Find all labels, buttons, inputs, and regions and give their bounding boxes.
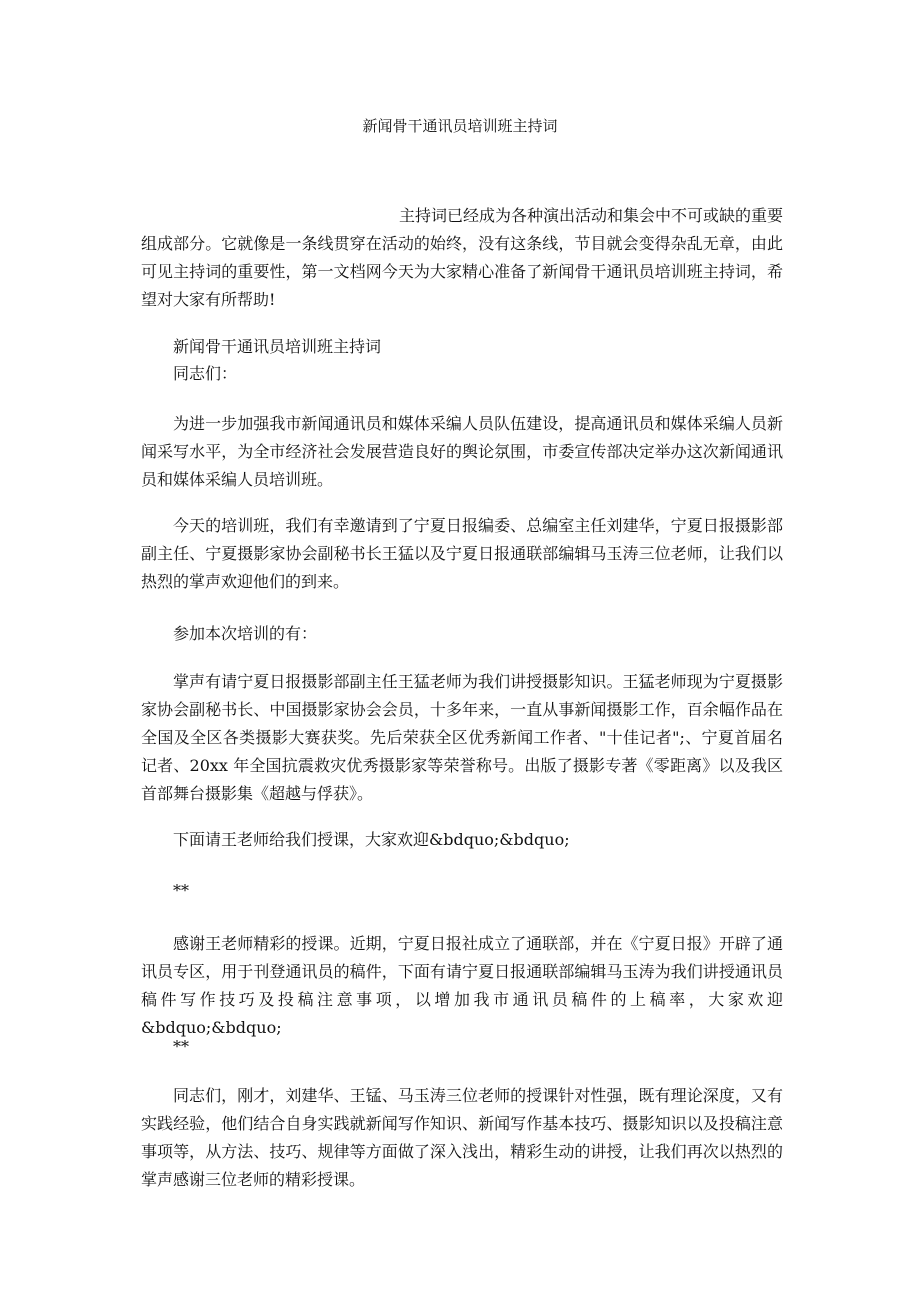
paragraph-6: 感谢王老师精彩的授课。近期，宁夏日报社成立了通联部，并在《宁夏日报》开辟了通讯员专区，用于刊登通讯员的稿件，下面有请宁夏日报通联部编辑马玉涛为我们讲授通讯员稿件写作技巧及投稿注意事项，以增加我市通讯员稿件的上稿率，大家欢迎&bdquo;&bdquo; bbox=[141, 934, 783, 1037]
intro-paragraph: 主持词已经成为各种演出活动和集会中不可或缺的重要组成部分。它就像是一条线贯穿在活动的始终，没有这条线，节目就会变得杂乱无章，由此可见主持词的重要性，第一文档网今天为大家精心准备了新闻骨干通讯员培训班主持词，希望对大家有所帮助! bbox=[141, 206, 784, 309]
paragraph-3: 参加本次培训的有： bbox=[173, 624, 318, 643]
greeting: 同志们： bbox=[173, 364, 238, 383]
subtitle: 新闻骨干通讯员培训班主持词 bbox=[173, 337, 382, 356]
paragraph-2: 今天的培训班，我们有幸邀请到了宁夏日报编委、总编室主任刘建华，宁夏日报摄影部副主任、宁夏摄影家协会副秘书长王猛以及宁夏日报通联部编辑马玉涛三位老师，让我们以热烈的掌声欢迎他们的到来。 bbox=[141, 516, 783, 591]
separator-1: ** bbox=[173, 881, 189, 900]
paragraph-4: 掌声有请宁夏日报摄影部副主任王猛老师为我们讲授摄影知识。王猛老师现为宁夏摄影家协会副秘书长、中国摄影家协会会员，十多年来，一直从事新闻摄影工作，百余幅作品在全国及全区各类摄影大赛获奖。先后荣获全区优秀新闻工作者、"十佳记者";、宁夏首届名记者、20xx 年全国抗震救灾优秀摄影家等荣誉称号。出版了摄影专著《零距离》以及我区首部舞台摄影集《超越与俘获》。 bbox=[141, 672, 783, 803]
separator-2: ** bbox=[173, 1037, 189, 1056]
document-title: 新闻骨干通讯员培训班主持词 bbox=[362, 117, 558, 135]
paragraph-5: 下面请王老师给我们授课，大家欢迎&bdquo;&bdquo; bbox=[173, 830, 570, 849]
paragraph-1: 为进一步加强我市新闻通讯员和媒体采编人员队伍建设，提高通讯员和媒体采编人员新闻采写水平，为全市经济社会发展营造良好的舆论氛围，市委宣传部决定举办这次新闻通讯员和媒体采编人员培训班。 bbox=[141, 414, 783, 489]
paragraph-7: 同志们，刚才，刘建华、王锰、马玉涛三位老师的授课针对性强，既有理论深度，又有实践经验，他们结合自身实践就新闻写作知识、新闻写作基本技巧、摄影知识以及投稿注意事项等，从方法、技巧、规律等方面做了深入浅出，精彩生动的讲授，让我们再次以热烈的掌声感谢三位老师的精彩授课。 bbox=[141, 1086, 783, 1189]
